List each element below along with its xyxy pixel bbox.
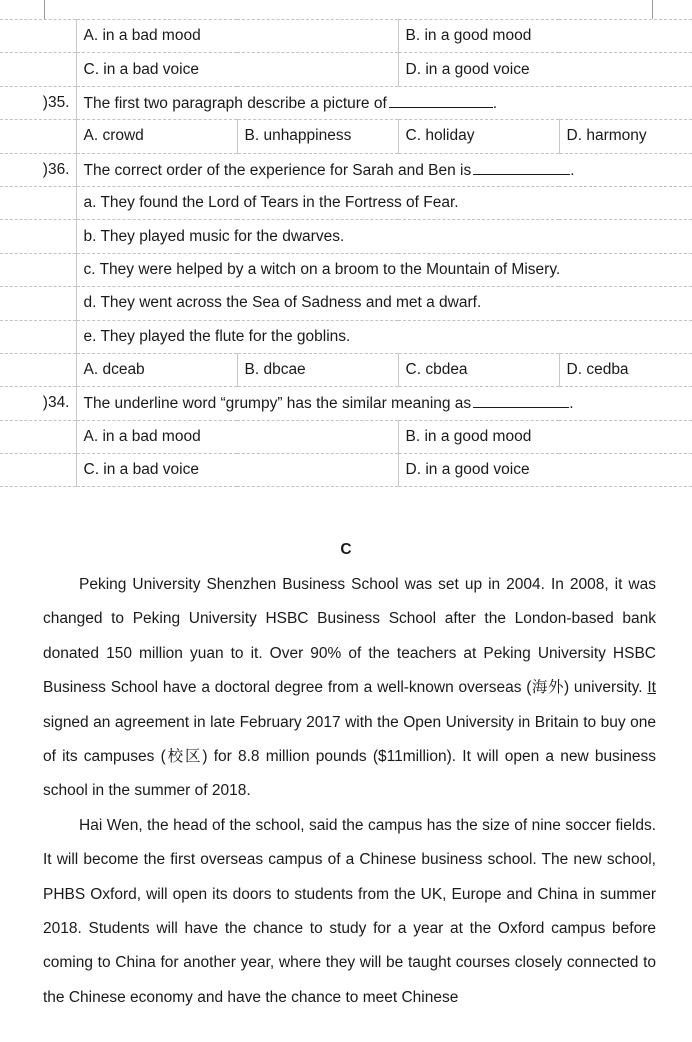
paragraph (43, 568, 656, 809)
event-item: a. They found the Lord of Tears in the Fortress of Fear. (76, 186, 692, 219)
table-row (0, 53, 692, 86)
option-a[interactable]: A. crowd (76, 120, 237, 153)
question-text: The first two paragraph describe a picture of (83, 94, 387, 112)
table-row (0, 186, 692, 219)
option-a[interactable]: A. in a bad mood (76, 20, 398, 53)
question-text: The underline word “grumpy” has the similar meaning as (83, 395, 472, 413)
option-c[interactable]: C. holiday (398, 120, 559, 153)
option-c[interactable]: C. in a bad voice (76, 53, 398, 86)
section-heading: C (340, 541, 352, 558)
table-row (0, 220, 692, 253)
table-row (0, 120, 692, 153)
table-row (0, 86, 692, 119)
question-number-cell (0, 320, 76, 353)
option-b[interactable]: B. dbcae (237, 353, 398, 386)
question-stem (76, 86, 692, 119)
option-b[interactable]: B. in a good mood (398, 420, 692, 453)
question-number-cell (0, 353, 76, 386)
question-number-cell (0, 20, 76, 53)
page-top-margin (0, 0, 692, 19)
question-number: )35. (0, 86, 76, 119)
paragraph: Hai Wen, the head of the school, said the campus has the size of nine soccer fields. It will become the first overseas campus of a Chinese business school. The new school, PHBS Oxford, will open its doors to students from the UK, Europe and China in summer 2018. Students will have the chance to study for a year at the Oxford campus before coming to China for another year, where they will be taught courses closely connected to the Chinese economy and have the chance to meet Chinese (43, 816, 656, 1006)
question-number: )36. (0, 153, 76, 186)
table-row (0, 20, 692, 53)
table-row (0, 153, 692, 186)
option-c[interactable]: C. in a bad voice (76, 454, 398, 487)
question-number-cell (0, 454, 76, 487)
table-row (0, 287, 692, 320)
question-stem (76, 153, 692, 186)
table-row (0, 454, 692, 487)
option-d[interactable]: D. in a good voice (398, 53, 692, 86)
option-b[interactable]: B. unhappiness (237, 120, 398, 153)
question-table (0, 19, 692, 487)
event-item: d. They went across the Sea of Sadness and met a dwarf. (76, 287, 692, 320)
table-row (0, 320, 692, 353)
option-d[interactable]: D. harmony (559, 120, 692, 153)
question-number-cell (0, 287, 76, 320)
event-item: e. They played the flute for the goblins. (76, 320, 692, 353)
answer-blank[interactable] (473, 393, 569, 408)
table-row (0, 420, 692, 453)
answer-blank[interactable] (389, 93, 493, 108)
option-b[interactable]: B. in a good mood (398, 20, 692, 53)
question-text: The correct order of the experience for Sarah and Ben is (83, 161, 472, 179)
table-row (0, 253, 692, 286)
question-number-cell (0, 220, 76, 253)
table-row (0, 387, 692, 420)
question-number-cell (0, 53, 76, 86)
margin-line-left (44, 0, 45, 19)
question-suffix: . (570, 161, 575, 179)
option-d[interactable]: D. cedba (559, 353, 692, 386)
question-stem (76, 387, 692, 420)
margin-line-right (652, 0, 653, 19)
question-suffix: . (569, 395, 574, 413)
question-suffix: . (492, 94, 498, 112)
question-number-cell (0, 253, 76, 286)
question-number-cell (0, 420, 76, 453)
event-item: b. They played music for the dwarves. (76, 220, 692, 253)
option-a[interactable]: A. dceab (76, 353, 237, 386)
answer-blank[interactable] (473, 160, 570, 175)
question-number-cell (0, 120, 76, 153)
paragraph-text: Peking University Shenzhen Business School was set up in 2004. In 2008, it was changed to Peking University HSBC Business School after the London-based bank donated 150 million yuan to it. Over 90% of the teachers at Peking University HSBC Business School have a doctoral degree from a well-known overseas (海外) university. (43, 576, 656, 697)
option-c[interactable]: C. cbdea (398, 353, 559, 386)
reading-passage (43, 568, 656, 1015)
option-a[interactable]: A. in a bad mood (76, 420, 398, 453)
event-item: c. They were helped by a witch on a broom to the Mountain of Misery. (76, 253, 692, 286)
question-number-cell (0, 186, 76, 219)
underlined-word: It (647, 679, 656, 697)
table-row (0, 353, 692, 386)
option-d[interactable]: D. in a good voice (398, 454, 692, 487)
question-number: )34. (0, 387, 76, 420)
paragraph-text: signed an agreement in late February 2017 with the Open University in Britain to buy one of its campuses (校区) for 8.8 million pounds ($11million). It will open a new business school in the summer of 2018. (43, 713, 656, 800)
